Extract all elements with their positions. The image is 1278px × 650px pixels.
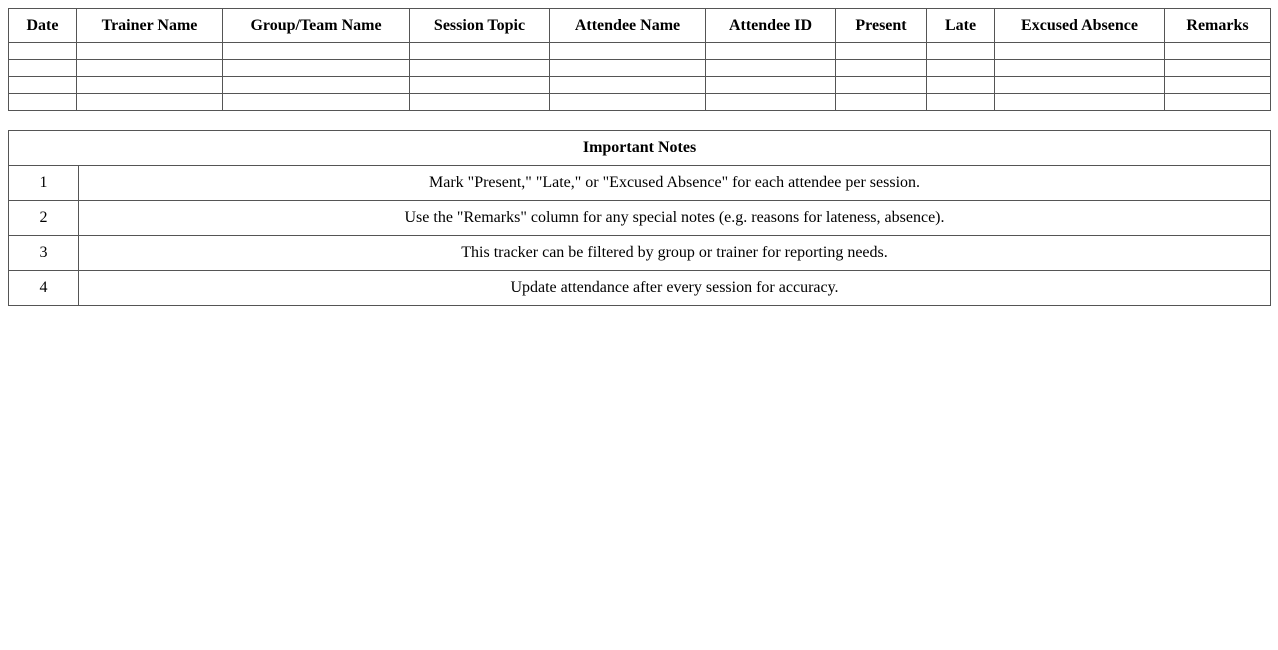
header-remarks: Remarks — [1165, 9, 1271, 43]
table-cell[interactable] — [77, 43, 223, 60]
table-row — [9, 77, 1271, 94]
important-notes-table — [8, 130, 1271, 306]
table-cell[interactable] — [410, 94, 550, 111]
header-late: Late — [927, 9, 995, 43]
table-cell[interactable] — [77, 60, 223, 77]
header-session-topic: Session Topic — [410, 9, 550, 43]
header-trainer-name: Trainer Name — [77, 9, 223, 43]
table-cell[interactable] — [410, 77, 550, 94]
table-cell[interactable] — [836, 94, 927, 111]
table-cell[interactable] — [995, 77, 1165, 94]
table-cell[interactable] — [836, 43, 927, 60]
note-text: This tracker can be filtered by group or trainer for reporting needs. — [79, 236, 1271, 271]
note-text: Update attendance after every session for accuracy. — [79, 271, 1271, 306]
table-cell[interactable] — [706, 60, 836, 77]
table-cell[interactable] — [927, 77, 995, 94]
note-text: Mark "Present," "Late," or "Excused Absence" for each attendee per session. — [79, 166, 1271, 201]
table-cell[interactable] — [927, 60, 995, 77]
table-cell[interactable] — [550, 60, 706, 77]
table-cell[interactable] — [836, 77, 927, 94]
note-row — [9, 201, 1271, 236]
notes-title: Important Notes — [9, 131, 1271, 166]
table-cell[interactable] — [410, 60, 550, 77]
header-present: Present — [836, 9, 927, 43]
table-cell[interactable] — [706, 77, 836, 94]
table-row — [9, 60, 1271, 77]
header-excused-absence: Excused Absence — [995, 9, 1165, 43]
table-cell[interactable] — [223, 77, 410, 94]
table-cell[interactable] — [1165, 94, 1271, 111]
table-row — [9, 43, 1271, 60]
note-text: Use the "Remarks" column for any special notes (e.g. reasons for lateness, absence). — [79, 201, 1271, 236]
table-cell[interactable] — [223, 60, 410, 77]
table-cell[interactable] — [995, 60, 1165, 77]
note-row — [9, 271, 1271, 306]
note-row — [9, 166, 1271, 201]
table-cell[interactable] — [836, 60, 927, 77]
tracker-header-row — [9, 9, 1271, 43]
table-row — [9, 94, 1271, 111]
table-cell[interactable] — [706, 43, 836, 60]
table-cell[interactable] — [995, 94, 1165, 111]
table-cell[interactable] — [410, 43, 550, 60]
note-number: 2 — [9, 201, 79, 236]
table-cell[interactable] — [223, 94, 410, 111]
header-date: Date — [9, 9, 77, 43]
note-row — [9, 236, 1271, 271]
table-cell[interactable] — [77, 77, 223, 94]
table-cell[interactable] — [706, 94, 836, 111]
table-cell[interactable] — [9, 43, 77, 60]
table-cell[interactable] — [995, 43, 1165, 60]
header-attendee-name: Attendee Name — [550, 9, 706, 43]
table-cell[interactable] — [77, 94, 223, 111]
table-cell[interactable] — [9, 60, 77, 77]
table-cell[interactable] — [927, 94, 995, 111]
table-cell[interactable] — [550, 94, 706, 111]
table-cell[interactable] — [550, 43, 706, 60]
table-cell[interactable] — [927, 43, 995, 60]
table-cell[interactable] — [9, 94, 77, 111]
table-cell[interactable] — [223, 43, 410, 60]
note-number: 1 — [9, 166, 79, 201]
notes-title-row — [9, 131, 1271, 166]
header-attendee-id: Attendee ID — [706, 9, 836, 43]
table-cell[interactable] — [1165, 77, 1271, 94]
note-number: 3 — [9, 236, 79, 271]
table-cell[interactable] — [1165, 60, 1271, 77]
table-cell[interactable] — [550, 77, 706, 94]
note-number: 4 — [9, 271, 79, 306]
header-group-team-name: Group/Team Name — [223, 9, 410, 43]
attendance-tracker-table — [8, 8, 1271, 111]
table-cell[interactable] — [9, 77, 77, 94]
table-cell[interactable] — [1165, 43, 1271, 60]
